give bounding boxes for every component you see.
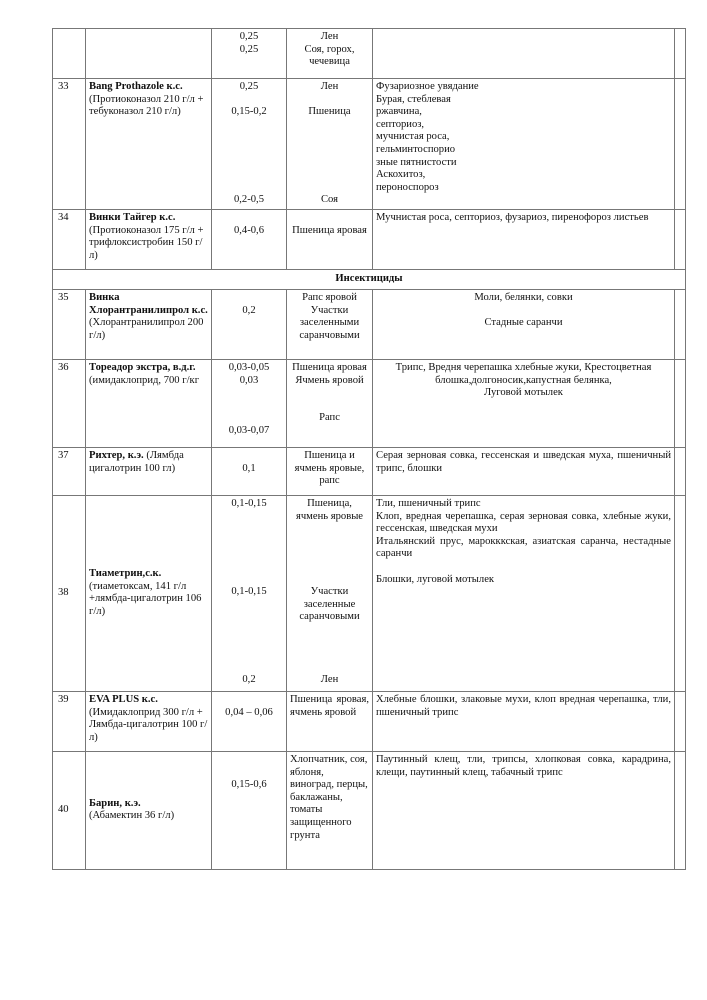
spacer-cell xyxy=(675,751,686,869)
target-cell: Тли, пшеничный трипс Клоп, вредная черепашка, серая зерновая совка, хлебные жуки, гессенская, шведская мухи Итальянский прус, марокккская, азиатская саранча, нестадные саранчи Блошки, луговой мотылек xyxy=(373,495,675,691)
target-cell: Паутинный клещ, тли, трипсы, хлопковая совка, карадрина, клещи, паутинный клещ, табачный трипс xyxy=(373,751,675,869)
rate-cell: 0,1 xyxy=(212,447,287,495)
spacer-cell xyxy=(675,29,686,79)
row-number: 36 xyxy=(53,359,86,447)
crop-cell: Хлопчатник, соя, яблоня, виноград, перцы, баклажаны, томаты защищенного грунта xyxy=(287,751,373,869)
table-row xyxy=(53,289,686,359)
section-header-row xyxy=(53,269,686,289)
spacer-cell xyxy=(675,209,686,269)
product-cell xyxy=(86,29,212,79)
product-cell xyxy=(86,359,212,447)
target-cell: Хлебные блошки, злаковые мухи, клоп вредная черепашка, тли, пшеничный трипс xyxy=(373,691,675,751)
spacer-cell xyxy=(675,359,686,447)
crop-cell: Лен Пшеница Соя xyxy=(287,79,373,210)
product-composition: (Лямбда цигалотрин 100 гл) xyxy=(89,449,184,474)
product-cell xyxy=(86,751,212,869)
table-row xyxy=(53,495,686,691)
product-composition: (Хлорантранилипрол 200 г/л) xyxy=(89,317,204,341)
crop-cell: Пшеница, ячмень яровые Участки заселенные саранчовыми Лен xyxy=(287,495,373,691)
product-cell xyxy=(86,209,212,269)
target-cell: Серая зерновая совка, гессенская и шведская муха, пшеничный трипс, блошки xyxy=(373,447,675,495)
spacer-cell xyxy=(675,289,686,359)
rate-cell: 0,1-0,15 0,1-0,15 0,2 xyxy=(212,495,287,691)
product-composition: (тиаметоксам, 141 г/л +лямбда-цигалотрин 106 г/л) xyxy=(89,580,202,618)
rate-cell: 0,03-0,05 0,03 0,03-0,07 xyxy=(212,359,287,447)
spacer-cell xyxy=(675,691,686,751)
rate-cell: 0,25 0,15-0,2 0,2-0,5 xyxy=(212,79,287,210)
spacer-cell xyxy=(675,495,686,691)
product-cell xyxy=(86,447,212,495)
row-number: 37 xyxy=(53,447,86,495)
product-composition: (Протиоконазол 210 г/л + тебуконазол 210 г/л) xyxy=(89,93,204,118)
pesticide-registry-table xyxy=(52,28,686,870)
row-number: 39 xyxy=(53,691,86,751)
table-row xyxy=(53,751,686,869)
rate-cell: 0,15-0,6 xyxy=(212,751,287,869)
target-cell: Фузариозное увядание Бурая, стеблевая ржавчина, септориоз, мучнистая роса, гельминтоспорио зные пятнистости Аскохитоз, пероноспороз xyxy=(373,79,675,210)
product-name: Тиаметрин,с.к. xyxy=(89,568,162,580)
rate-cell: 0,2 xyxy=(212,289,287,359)
row-number xyxy=(53,29,86,79)
product-name: EVA PLUS к.с. xyxy=(89,693,158,705)
spacer-cell xyxy=(675,79,686,210)
target-cell: Мучнистая роса, септориоз, фузариоз, пиренофороз листьев xyxy=(373,209,675,269)
table-row xyxy=(53,691,686,751)
product-cell xyxy=(86,691,212,751)
product-composition: (Имидаклоприд 300 г/л + Лямбда-цигалотрин 100 г/л) xyxy=(89,706,208,743)
row-number: 33 xyxy=(53,79,86,210)
product-name: Винки Тайгер к.с. xyxy=(89,211,176,223)
crop-cell: Пшеница яровая xyxy=(287,209,373,269)
table-row xyxy=(53,447,686,495)
rate-cell: 0,4-0,6 xyxy=(212,209,287,269)
target-cell: Трипс, Вредня черепашка хлебные жуки, Крестоцветная блошка,долгоносик,капустная белянка, Луговой мотылек xyxy=(373,359,675,447)
table-row xyxy=(53,359,686,447)
product-name: Тореадор экстра, в.д.г. xyxy=(89,361,196,373)
product-cell xyxy=(86,289,212,359)
row-number: 35 xyxy=(53,289,86,359)
crop-cell: Пшеница и ячмень яровые, рапс xyxy=(287,447,373,495)
product-name: Барин, к.э. xyxy=(89,797,141,809)
product-cell xyxy=(86,79,212,210)
product-composition: (имидаклоприд, 700 г/кг xyxy=(89,374,200,386)
row-number: 40 xyxy=(53,751,86,869)
crop-cell: Лен Соя, горох, чечевица xyxy=(287,29,373,79)
row-number: 38 xyxy=(53,495,86,691)
product-cell xyxy=(86,495,212,691)
product-name: Bang Prothazole к.с. xyxy=(89,81,183,92)
product-composition: (Абамектин 36 г/л) xyxy=(89,810,175,822)
target-cell xyxy=(373,29,675,79)
product-name: Винка Хлорантранилипрол к.с. xyxy=(89,291,208,316)
spacer-cell xyxy=(675,447,686,495)
table-row xyxy=(53,79,686,210)
product-composition: (Протиоконазол 175 г/л + трифлоксистробин 150 г/л) xyxy=(89,224,204,261)
table-row xyxy=(53,29,686,79)
product-name: Рихтер, к.э. xyxy=(89,449,144,461)
crop-cell: Рапс яровой Участки заселенными саранчовыми xyxy=(287,289,373,359)
section-title: Инсектициды xyxy=(53,269,686,289)
crop-cell: Пшеница яровая, ячмень яровой xyxy=(287,691,373,751)
crop-cell: Пшеница яровая Ячмень яровой Рапс xyxy=(287,359,373,447)
target-cell: Моли, белянки, совки Стадные саранчи xyxy=(373,289,675,359)
table-row xyxy=(53,209,686,269)
rate-cell: 0,25 0,25 xyxy=(212,29,287,79)
rate-cell: 0,04 – 0,06 xyxy=(212,691,287,751)
row-number: 34 xyxy=(53,209,86,269)
